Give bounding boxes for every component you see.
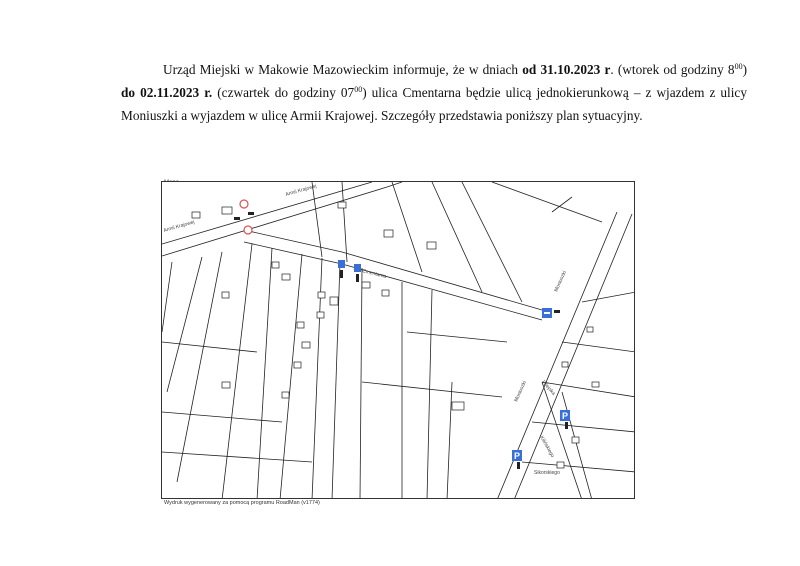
one-way-sign-icon [338,260,361,282]
street-label-side-3: Sikorskiego [534,470,560,476]
street-label-side-2: Kilińskiego [538,435,556,459]
street-label-armii-krajowej-2: Armii Krajowej [162,219,196,234]
site-plan-map [161,181,635,499]
date-from: od 31.10.2023 r [522,62,611,77]
street-label-moniuszki-2: Moniuszki [513,380,528,403]
svg-text:P: P [562,411,569,421]
date-to: do 02.11.2023 r. [121,85,213,100]
street-label-cmentarna: Cmentarna [361,268,387,280]
restriction-sign-icon [234,200,254,234]
notice-paragraph: Urząd Miejski w Makowie Mazowieckim informuje, że w dniach od 31.10.2023 r. (wtorek od godziny $8^{00}$) do 02.11.2023 r. (czwartek do godziny $07^{00}$) ulica Cmentarna będzie ulicą jednokierunkową – z wjazdem z ulicy Moniuszki a wyjazdem w ulicę Armii Krajowej. Szczegóły przedstawia poniższy plan sytuacyjny. [121,62,747,123]
street-label-armii-krajowej: Armii Krajowej [284,183,318,198]
notice-text [121,58,747,127]
map-drawing [162,182,635,499]
map-footer: Wydruk wygenerowany za pomocą programu RoadMan (v1774) [164,500,320,506]
street-label-side-1: Wiejska [540,379,557,397]
street-label-moniuszki: Moniuszki [553,270,568,293]
no-entry-sign-icon [542,308,560,318]
svg-text:P: P [514,451,521,461]
